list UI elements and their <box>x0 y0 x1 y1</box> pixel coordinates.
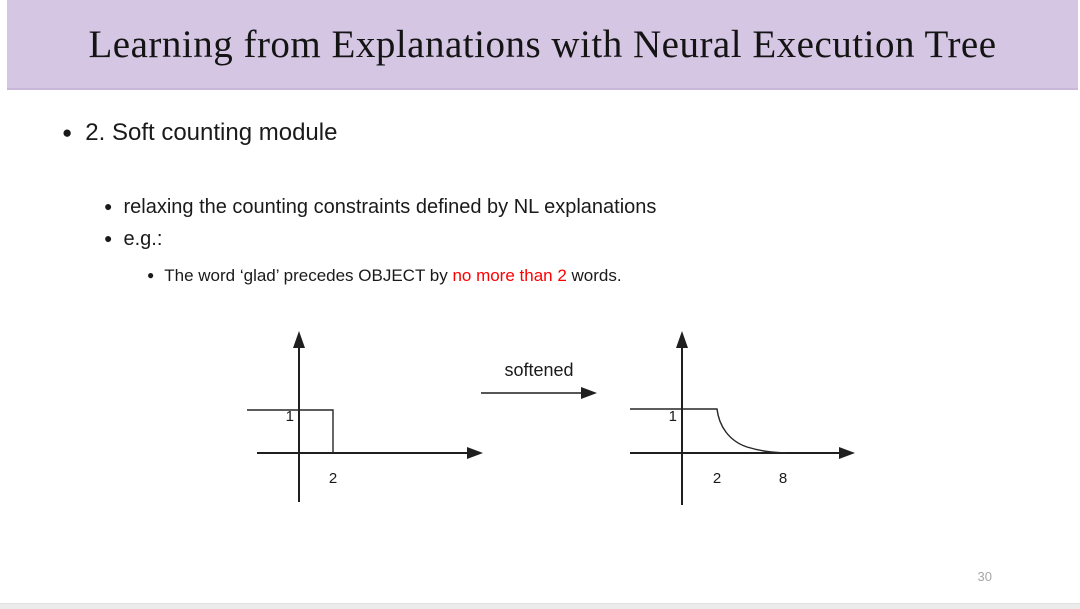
right-plot-y-tick-label: 1 <box>668 408 677 425</box>
bullet-dot: ● <box>62 123 73 142</box>
bullet-dot: ● <box>104 230 113 246</box>
bullet-level3-prefix: The word ‘glad’ precedes OBJECT by <box>164 266 453 285</box>
bullet-level2-text: relaxing the counting constraints defined by NL explanations <box>123 196 657 218</box>
right-plot-x-tick-label-8: 8 <box>778 470 788 487</box>
bullet-level1 <box>62 119 337 147</box>
page-number: 30 <box>977 569 992 584</box>
slide-title: Learning from Explanations with Neural Execution Tree <box>88 22 997 66</box>
right-plot-softened-curve <box>630 409 786 453</box>
softened-annotation <box>478 360 600 404</box>
left-plot-x-arrowhead <box>467 447 483 459</box>
right-plot-x-tick-label-2: 2 <box>712 470 722 487</box>
bullet-level3-highlight: no more than 2 <box>452 266 567 285</box>
bullet-level3-suffix: words. <box>566 266 622 285</box>
hard-step-plot <box>230 325 500 510</box>
softened-label: softened <box>504 360 574 380</box>
bullet-level1-text: 2. Soft counting module <box>85 119 338 146</box>
bullet-level2-item <box>104 228 162 251</box>
bullet-dot: ● <box>147 268 155 282</box>
softened-step-plot <box>615 325 870 510</box>
footer-strip <box>0 603 1080 609</box>
bullet-dot: ● <box>104 198 113 214</box>
left-plot-x-tick-label: 2 <box>328 470 338 487</box>
left-plot-y-tick-label: 1 <box>285 408 294 425</box>
bullet-level2-item <box>104 196 656 219</box>
left-plot-y-arrowhead <box>293 331 305 348</box>
right-plot-x-arrowhead <box>839 447 855 459</box>
softened-arrow <box>478 385 600 399</box>
slide-header <box>7 0 1078 90</box>
bullet-level2-text: e.g.: <box>123 228 163 250</box>
bullet-level3 <box>147 266 622 286</box>
right-plot-y-arrowhead <box>676 331 688 348</box>
